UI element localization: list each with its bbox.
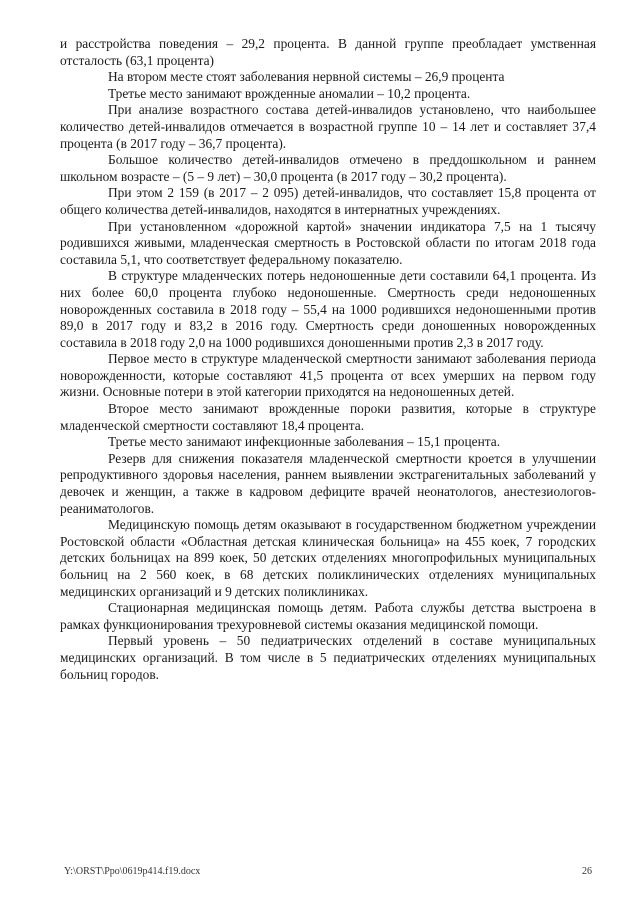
paragraph: На втором месте стоят заболевания нервной системы – 26,9 процента (108, 69, 505, 85)
paragraph: При этом 2 159 (в 2017 – 2 095) детей-инвалидов, что составляет 15,8 процента от общего количества детей-инвалидов, находятся в интернатных учреждениях. (60, 185, 596, 217)
page-number: 26 (582, 866, 592, 877)
paragraph: Второе место занимают врожденные пороки развития, которые в структуре младенческой смертности составляют 18,4 процента. (60, 401, 596, 433)
paragraph: Первое место в структуре младенческой смертности занимают заболевания периода новорожденности, которые составляют 41,5 процента от всех умерших на первом году жизни. Основные потери в этой категории приходятся на недоношенных детей. (60, 351, 596, 400)
paragraph: В структуре младенческих потерь недоношенные дети составили 64,1 процента. Из них более 60,0 процента глубоко недоношенные. Смертность среди недоношенных новорожденных составила в 2018 году – 55,4 на 1000 родившихся недоношенными против 89,0 в 2017 году и 83,2 в 2016 году. Смертность среди доношенных новорожденных составила в 2018 году 2,0 на 1000 родившихся доношенными против 2,3 в 2017 году. (60, 268, 596, 350)
paragraph: При анализе возрастного состава детей-инвалидов установлено, что наибольшее количество детей-инвалидов отмечается в возрастной группе 10 – 14 лет и составляет 37,4 процента (в 2017 году – 36,7 процента). (60, 102, 596, 151)
body-text (60, 36, 596, 683)
paragraph: Большое количество детей-инвалидов отмечено в преддошкольном и раннем школьном возрасте – (5 – 9 лет) – 30,0 процента (в 2017 году – 30,2 процента). (60, 152, 596, 184)
paragraph: Стационарная медицинская помощь детям. Работа службы детства выстроена в рамках функционирования трехуровневой системы оказания медицинской помощи. (60, 600, 596, 632)
footer-file-path: Y:\ORST\Ppo\0619p414.f19.docx (64, 866, 201, 877)
paragraph: Первый уровень – 50 педиатрических отделений в составе муниципальных медицинских организаций. В том числе в 5 педиатрических отделениях муниципальных больниц городов. (60, 633, 596, 682)
paragraph: Третье место занимают инфекционные заболевания – 15,1 процента. (108, 434, 501, 450)
paragraph: При установленном «дорожной картой» значении индикатора 7,5 на 1 тысячу родившихся живыми, младенческая смертность в Ростовской области по итогам 2018 года составила 5,1, что соответствует федеральному показателю. (60, 218, 596, 267)
paragraph: Медицинскую помощь детям оказывают в государственном бюджетном учреждении Ростовской области «Областная детская клиническая больница» на 455 коек, 7 городских детских больницах на 899 коек, 50 детских отделениях многопрофильных муниципальных больниц на 2 560 коек, в 68 детских поликлинических отделениях муниципальных медицинских организаций и 9 детских поликлиниках. (60, 517, 596, 599)
paragraph: и расстройства поведения – 29,2 процента. В данной группе преобладает умственная отсталость (63,1 процента) (60, 36, 596, 68)
paragraph: Резерв для снижения показателя младенческой смертности кроется в улучшении репродуктивного здоровья населения, раннем выявлении экстрагенитальных заболеваний у девочек и женщин, а также в кадровом дефиците врачей неонатологов, анестезиологов-реаниматологов. (60, 450, 596, 516)
paragraph: Третье место занимают врожденные аномалии – 10,2 процента. (108, 85, 471, 101)
